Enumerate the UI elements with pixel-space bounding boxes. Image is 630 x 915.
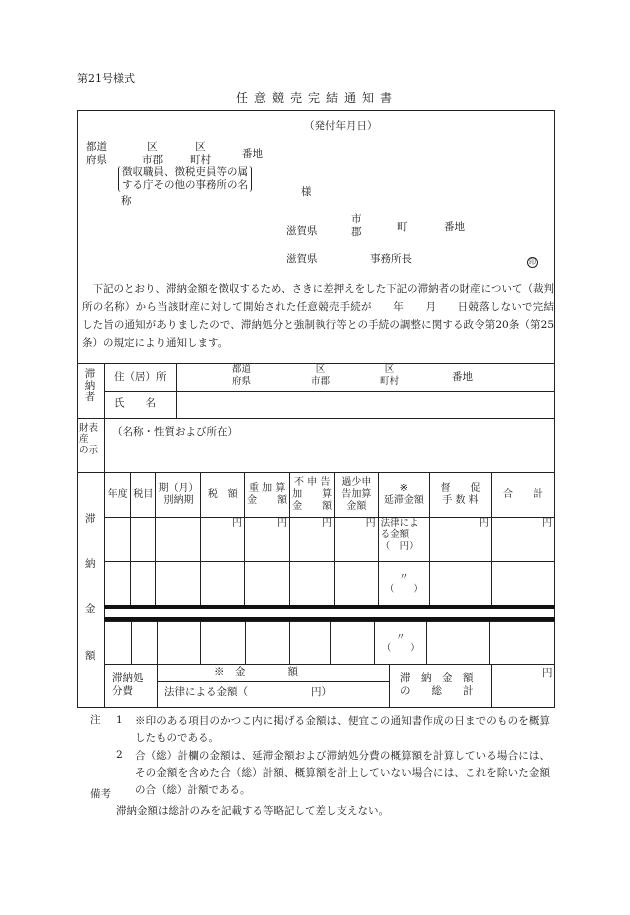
grand-total-label: 滞 納 金 額 の 総 計 xyxy=(400,672,474,698)
cell-tax-item xyxy=(131,562,156,606)
divider xyxy=(77,418,555,419)
notes-head: 注 xyxy=(90,714,101,726)
sender-town: 町 xyxy=(397,221,408,233)
form-id: 第21号様式 xyxy=(77,72,135,85)
cell-fuseikoku xyxy=(290,562,335,606)
page-title: 任意競売完結通知書 xyxy=(236,91,399,105)
cell-tax xyxy=(201,562,245,606)
header-tax-item: 税目 xyxy=(131,473,156,518)
note-2: 合（総）計欄の金額は、延滞金額および滞納処分費の概算額を計算している場合には、その金額を含めた合（総）計額、概算額を計上していない場合には、これを除いた金額の合（総）計額である。 xyxy=(135,750,550,796)
header-tokusoku: 督 促 手 数 料 xyxy=(430,473,492,518)
seal-mark xyxy=(527,255,538,268)
address-label: 住（居）所 xyxy=(114,371,167,383)
cell-year xyxy=(105,518,131,562)
cell-tokusoku: 円 xyxy=(430,518,492,562)
grand-total-yen: 円 xyxy=(542,667,553,679)
thick-separator xyxy=(104,605,555,609)
property-text: （名称・性質および所在） xyxy=(112,426,238,438)
amount-char-3: 金 xyxy=(85,603,96,615)
recipient-shigun: 区 市郡 xyxy=(142,141,163,167)
remarks-head: 備考 xyxy=(90,788,111,800)
header-row xyxy=(105,473,555,518)
header-fuseikoku: 不 申 告 加 算 金 額 xyxy=(290,473,335,518)
delinquent-label-text: 滞納者 xyxy=(84,368,96,404)
divider xyxy=(104,391,555,392)
divider xyxy=(389,664,390,708)
cell-total: 円 xyxy=(491,518,554,562)
note-2-num: 2 xyxy=(116,749,123,761)
divider xyxy=(104,664,555,665)
property-label: 財表 産 の示 xyxy=(79,423,99,456)
table-row xyxy=(105,518,555,562)
amount-table-lower xyxy=(104,621,555,665)
divider xyxy=(157,681,389,682)
recipient-banchi: 番地 xyxy=(242,148,263,160)
cell-tax-item xyxy=(131,622,157,665)
divider xyxy=(491,664,492,708)
sender-office-head: 事務所長 xyxy=(370,253,412,265)
seal-text: 印 xyxy=(529,258,536,266)
header-total: 合 計 xyxy=(491,473,554,518)
recipient-sama: 様 xyxy=(301,186,312,198)
legal-amount-line: 法律による金額（ 円） xyxy=(164,686,332,698)
header-heavy-add: 重 加 算 金 額 xyxy=(245,473,290,518)
cell-kashou: 円 xyxy=(335,518,378,562)
note-1-num: 1 xyxy=(116,714,123,726)
cell-period xyxy=(156,518,201,562)
cell-total xyxy=(491,562,554,606)
cell-heavy-add xyxy=(245,622,289,665)
delinquent-shigun: 区 市郡 xyxy=(311,364,331,387)
cell-period xyxy=(157,622,200,665)
recipient-office-tail: 称 xyxy=(121,195,132,207)
delinquent-chouson: 区 町村 xyxy=(380,364,400,387)
cell-year xyxy=(105,622,132,665)
fee-label: 滞納処 分費 xyxy=(112,672,144,698)
remarks-text: 滞納金額は総計のみを記載する等略記して差し支えない。 xyxy=(116,805,389,817)
name-label: 氏 名 xyxy=(114,397,156,409)
amount-char-2: 納 xyxy=(85,558,96,570)
issue-date-label: （発付年月日） xyxy=(304,120,378,132)
sender-banchi: 番地 xyxy=(444,221,465,233)
cell-fuseikoku xyxy=(289,622,331,665)
header-period: 期（月） 別納期 xyxy=(156,473,201,518)
cell-year xyxy=(105,562,131,606)
delinquent-banchi: 番地 xyxy=(452,371,473,383)
cell-tax-item xyxy=(131,518,156,562)
header-kashou: 過少申 告加算 金額 xyxy=(335,473,378,518)
cell-period xyxy=(156,562,201,606)
header-tax: 税 額 xyxy=(201,473,245,518)
cell-entai-legal: 法律によ る金額 （ 円） xyxy=(378,518,430,562)
recipient-chouson: 区 町村 xyxy=(190,141,211,167)
table-row xyxy=(105,622,555,665)
amount-char-1: 滞 xyxy=(85,513,96,525)
table-row xyxy=(105,562,555,606)
note-1: ※印のある項目のかつこ内に掲げる金額は、便宜この通知書作成の日までのものを概算したものである。 xyxy=(135,715,550,744)
body-paragraph: 下記のとおり、滞納金額を徴収するため、さきに差押えをした下記の滞納者の財産について（裁判所の名称）から当該財産に対して開始された任意競売手続が 年 月 日競落しないで完結した旨の通知がありましたので、滞納処分と強制執行等との手続の調整に関する政令第20条（第25条）の規定により通知します。 xyxy=(82,283,554,349)
cell-kashou xyxy=(335,562,378,606)
cell-tokusoku xyxy=(427,622,490,665)
recipient-office-bracket xyxy=(118,166,252,192)
header-year: 年度 xyxy=(105,473,131,518)
amount-char-4: 額 xyxy=(85,650,96,662)
cell-tax xyxy=(200,622,245,665)
amount-table xyxy=(104,472,555,606)
cell-heavy-add xyxy=(245,562,290,606)
cell-entai-ditto: 〃 （ ） xyxy=(378,562,430,606)
kome-amount-label: ※ 金 額 xyxy=(214,666,298,678)
delinquent-label xyxy=(84,369,96,404)
recipient-todofuken: 都道 府県 xyxy=(86,141,107,167)
cell-fuseikoku: 円 xyxy=(290,518,335,562)
recipient-office-text: 徴収職員、徴税吏員等の属 する庁その他の事務所の名 xyxy=(122,166,248,192)
cell-tokusoku xyxy=(430,562,492,606)
delinquent-todofuken: 都道 府県 xyxy=(232,364,252,387)
divider xyxy=(157,664,158,708)
cell-heavy-add: 円 xyxy=(245,518,290,562)
cell-entai-ditto: 〃 （ ） xyxy=(375,622,427,665)
cell-total xyxy=(490,622,555,665)
header-entai: ※ 延滞金額 xyxy=(378,473,430,518)
sender-city: 市 郡 xyxy=(351,213,362,239)
sender-pref-2: 滋賀県 xyxy=(286,253,318,265)
sender-pref-1: 滋賀県 xyxy=(286,225,318,237)
cell-tax: 円 xyxy=(201,518,245,562)
cell-kashou xyxy=(331,622,375,665)
